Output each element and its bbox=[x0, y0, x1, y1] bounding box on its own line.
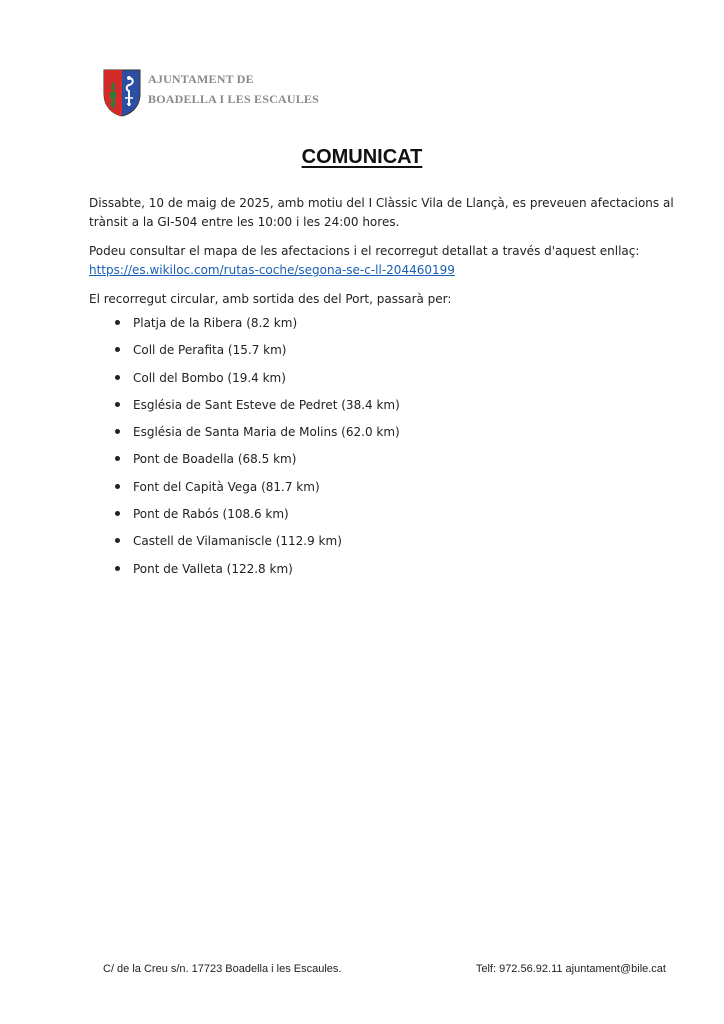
bullet-icon bbox=[115, 538, 120, 543]
bullet-icon bbox=[115, 511, 120, 516]
letterhead bbox=[102, 68, 319, 118]
route-item bbox=[115, 504, 400, 531]
bullet-icon bbox=[115, 456, 120, 461]
route-item-label: Pont de Boadella (68.5 km) bbox=[133, 452, 297, 467]
map-paragraph-text: Podeu consultar el mapa de les afectacions i el recorregut detallat a través d'aquest enllaç: bbox=[89, 244, 640, 258]
route-item bbox=[115, 368, 400, 395]
footer-address: C/ de la Creu s/n. 17723 Boadella i les Escaules. bbox=[103, 963, 342, 975]
route-item bbox=[115, 531, 400, 558]
organization-name bbox=[148, 69, 319, 109]
bullet-icon bbox=[115, 375, 120, 380]
route-item-label: Font del Capità Vega (81.7 km) bbox=[133, 479, 320, 494]
route-intro-paragraph: El recorregut circular, amb sortida des del Port, passarà per: bbox=[89, 292, 452, 306]
route-item-label: Platja de la Ribera (8.2 km) bbox=[133, 316, 298, 330]
bullet-icon bbox=[115, 402, 120, 407]
route-item bbox=[115, 313, 400, 340]
route-item bbox=[115, 395, 400, 422]
org-name-line1: AJUNTAMENT DE bbox=[148, 72, 254, 86]
footer-contact: Telf: 972.56.92.11 ajuntament@bile.cat bbox=[475, 963, 666, 975]
route-item-label: Castell de Vilamaniscle (112.9 km) bbox=[133, 534, 342, 549]
org-name-line2: BOADELLA I LES ESCAULES bbox=[148, 92, 319, 106]
route-item bbox=[115, 422, 400, 449]
bullet-icon bbox=[115, 347, 120, 352]
route-item-label: Pont de Valleta (122.8 km) bbox=[133, 561, 293, 576]
route-map-link[interactable]: https://es.wikiloc.com/rutas-coche/segona-se-c-ll-204460199 bbox=[89, 263, 455, 277]
route-item-label: Església de Santa Maria de Molins (62.0 km) bbox=[133, 425, 400, 440]
route-item-label: Església de Sant Esteve de Pedret (38.4 km) bbox=[133, 397, 400, 412]
bullet-icon bbox=[115, 566, 120, 571]
bullet-icon bbox=[115, 484, 120, 489]
route-list bbox=[115, 313, 400, 586]
route-item-label: Coll de Perafita (15.7 km) bbox=[133, 343, 287, 358]
document-body bbox=[89, 194, 674, 319]
coat-of-arms-icon bbox=[102, 68, 142, 118]
route-item bbox=[115, 340, 400, 367]
document-title: COMUNICAT bbox=[301, 146, 423, 168]
route-item bbox=[115, 559, 400, 586]
route-item bbox=[115, 477, 400, 504]
route-item-label: Coll del Bombo (19.4 km) bbox=[133, 370, 286, 385]
bullet-icon bbox=[115, 429, 120, 434]
intro-paragraph: Dissabte, 10 de maig de 2025, amb motiu del I Clàssic Vila de Llançà, es preveuen afectacions al trànsit a la GI-504 entre les 10:00 i les 24:00 hores. bbox=[89, 196, 674, 229]
map-paragraph bbox=[89, 242, 674, 280]
route-item bbox=[115, 449, 400, 476]
route-item-label: Pont de Rabós (108.6 km) bbox=[133, 507, 289, 522]
bullet-icon bbox=[115, 320, 120, 325]
